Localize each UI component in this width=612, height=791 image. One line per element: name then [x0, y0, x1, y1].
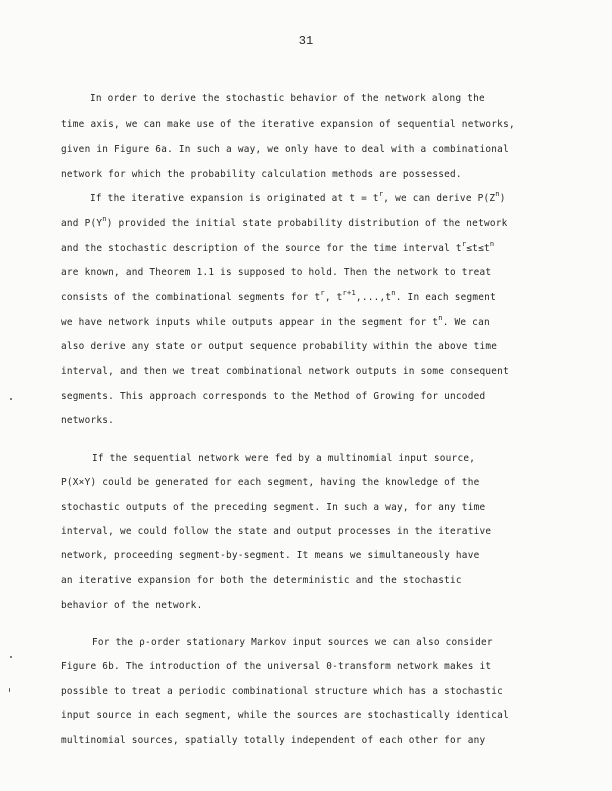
- text-line: time axis, we can make use of the iterative expansion of sequential networks,: [61, 119, 515, 130]
- text-line: are known, and Theorem 1.1 is supposed to hold. Then the network to treat: [61, 267, 492, 278]
- text-line: In order to derive the stochastic behavior of the network along the: [90, 93, 485, 104]
- superscript: r: [320, 289, 325, 297]
- scan-speck: [10, 656, 12, 658]
- text-line: Figure 6b. The introduction of the universal 0-transform network makes it: [61, 661, 492, 672]
- superscript: r: [461, 240, 467, 248]
- text-line: segments. This approach corresponds to the Method of Growing for uncoded: [61, 391, 486, 402]
- text-line: given in Figure 6a. In such a way, we only have to deal with a combinational: [61, 144, 509, 155]
- scan-speck: [9, 688, 10, 692]
- text-line: network for which the probability calculation methods are possessed.: [61, 169, 462, 180]
- text-line: and $P(Y^n)$ provided the initial state probability distribution of the network: [61, 215, 508, 229]
- text-line: behavior of the network.: [61, 600, 203, 611]
- superscript: n: [391, 289, 396, 297]
- text-line: multinomial sources, spatially totally independent of each other for any: [61, 735, 486, 746]
- text-line: network, proceeding segment-by-segment. It means we simultaneously have: [61, 550, 480, 561]
- text-line: interval, we could follow the state and output processes in the iterative: [61, 526, 492, 537]
- text-line: If the sequential network were fed by a multinomial input source,: [92, 453, 476, 464]
- text-line: possible to treat a periodic combinational structure which has a stochastic: [61, 686, 504, 697]
- superscript: n: [495, 190, 500, 198]
- text-line: For the ρ-order stationary Markov input sources we can also consider: [92, 637, 493, 648]
- page-number: 31: [298, 34, 314, 48]
- text-line: networks.: [61, 415, 115, 426]
- superscript: r: [378, 190, 384, 198]
- text-line: stochastic outputs of the preceding segment. In such a way, for any time: [61, 502, 486, 513]
- superscript: n: [438, 314, 443, 322]
- text-line: we have network inputs while outputs appear in the segment for $t^n$. We can: [61, 314, 490, 328]
- text-line: consists of the combinational segments for $t^r$, $t^{r+1},...,t^n$. In each segment: [61, 289, 496, 303]
- text-line: also derive any state or output sequence probability within the above time: [61, 341, 498, 352]
- scan-speck: [10, 398, 12, 400]
- text-line: an iterative expansion for both the deterministic and the stochastic: [61, 575, 462, 586]
- text-line: interval, and then we treat combinational network outputs in some consequent: [61, 366, 509, 377]
- text-line: and the stochastic description of the source for the time interval $t^r\le t\le t^n$: [61, 240, 495, 254]
- text-line: If the iterative expansion is originated at $t = t^r$, we can derive $P(Z^n)$: [90, 190, 506, 204]
- superscript: r+1: [342, 289, 356, 297]
- superscript: n: [489, 240, 495, 248]
- text-line: P(X×Y) could be generated for each segment, having the knowledge of the: [61, 477, 480, 488]
- superscript: n: [102, 215, 107, 223]
- text-line: input source in each segment, while the sources are stochastically identical: [61, 710, 509, 721]
